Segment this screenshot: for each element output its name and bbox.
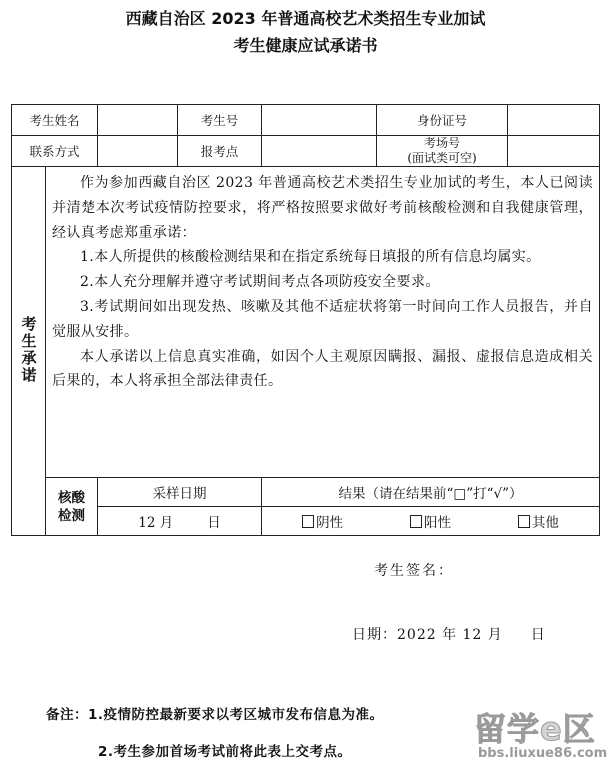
checkbox-icon[interactable] [518, 515, 530, 528]
signature-label: 考生签名： [374, 563, 454, 579]
candidate-id-label: 考生号 [178, 105, 262, 136]
contact-label: 联系方式 [12, 136, 98, 167]
venue-field[interactable] [508, 136, 600, 167]
candidate-id-field[interactable] [262, 105, 377, 136]
note-line-1: 备注：1.疫情防控最新要求以考区城市发布信息为准。 [46, 707, 384, 723]
idcard-label: 身份证号 [377, 105, 508, 136]
result-option-positive[interactable] [377, 511, 485, 531]
venue-label-note: (面试类可空) [407, 151, 477, 165]
option-label: 阴性 [316, 515, 344, 531]
option-label: 阳性 [424, 515, 451, 531]
option-label: 其他 [531, 515, 559, 531]
checkbox-icon[interactable] [302, 515, 314, 528]
venue-label-main: 考场号 [424, 136, 461, 150]
result-label: 结果（请在结果前“□”打“√”） [262, 478, 600, 507]
watermark-url: bbs.liuxue86.com [478, 746, 608, 761]
promise-label: 考生承诺 [19, 315, 38, 384]
name-field[interactable] [98, 105, 178, 136]
commitment-form [11, 104, 600, 536]
form-subtitle: 考生健康应试承诺书 [233, 36, 378, 55]
sample-month: 12 月 [138, 515, 174, 531]
date-suffix: 日 [530, 627, 546, 643]
name-label: 考生姓名 [12, 105, 98, 136]
promise-text [46, 167, 599, 394]
promise-paragraph: 作为参加西藏自治区 2023 年普通高校艺术类招生专业加试的考生，本人已阅读并清楚本次考试疫情防控要求，将严格按照要求做好考前核酸检测和自我健康管理，经认真考虑郑重承诺： [52, 175, 594, 241]
promise-item: 1.本人所提供的核酸检测结果和在指定系统每日填报的所有信息均属实。 [80, 249, 541, 266]
result-options [262, 507, 600, 536]
result-option-negative[interactable] [269, 511, 377, 531]
nucleic-test-label-line2: 检测 [58, 507, 85, 524]
exam-site-label: 报考点 [178, 136, 262, 167]
exam-site-field[interactable] [262, 136, 377, 167]
note-line-2: 2.考生参加首场考试前将此表上交考点。 [98, 744, 352, 760]
venue-label [377, 136, 508, 167]
idcard-field[interactable] [508, 105, 600, 136]
sample-date-label: 采样日期 [98, 478, 262, 507]
checkbox-icon[interactable] [410, 515, 422, 528]
date-prefix: 日期：2022 年 12 月 [352, 627, 503, 643]
date-line [352, 624, 546, 644]
promise-paragraph: 本人承诺以上信息真实准确，如因个人主观原因瞒报、漏报、虚报信息造成相关后果的，本人将承担全部法律责任。 [52, 348, 594, 390]
promise-item: 2.本人充分理解并遵守考试期间考点各项防疫安全要求。 [80, 274, 440, 291]
watermark [468, 702, 611, 774]
promise-side-cell [12, 167, 46, 536]
promise-item: 3.考试期间如出现发热、咳嗽及其他不适症状将第一时间向工作人员报告，并自觉服从安排。 [52, 298, 594, 340]
nucleic-test-label-line1: 核酸 [58, 489, 85, 506]
watermark-text: 留学e区 [474, 710, 596, 748]
nucleic-test-label [46, 478, 98, 536]
result-option-other[interactable] [484, 511, 592, 531]
sample-date-field[interactable] [98, 507, 262, 536]
contact-field[interactable] [98, 136, 178, 167]
sample-day: 日 [207, 515, 221, 531]
form-title: 西藏自治区 2023 年普通高校艺术类招生专业加试 [125, 9, 486, 28]
promise-cell [46, 167, 600, 478]
